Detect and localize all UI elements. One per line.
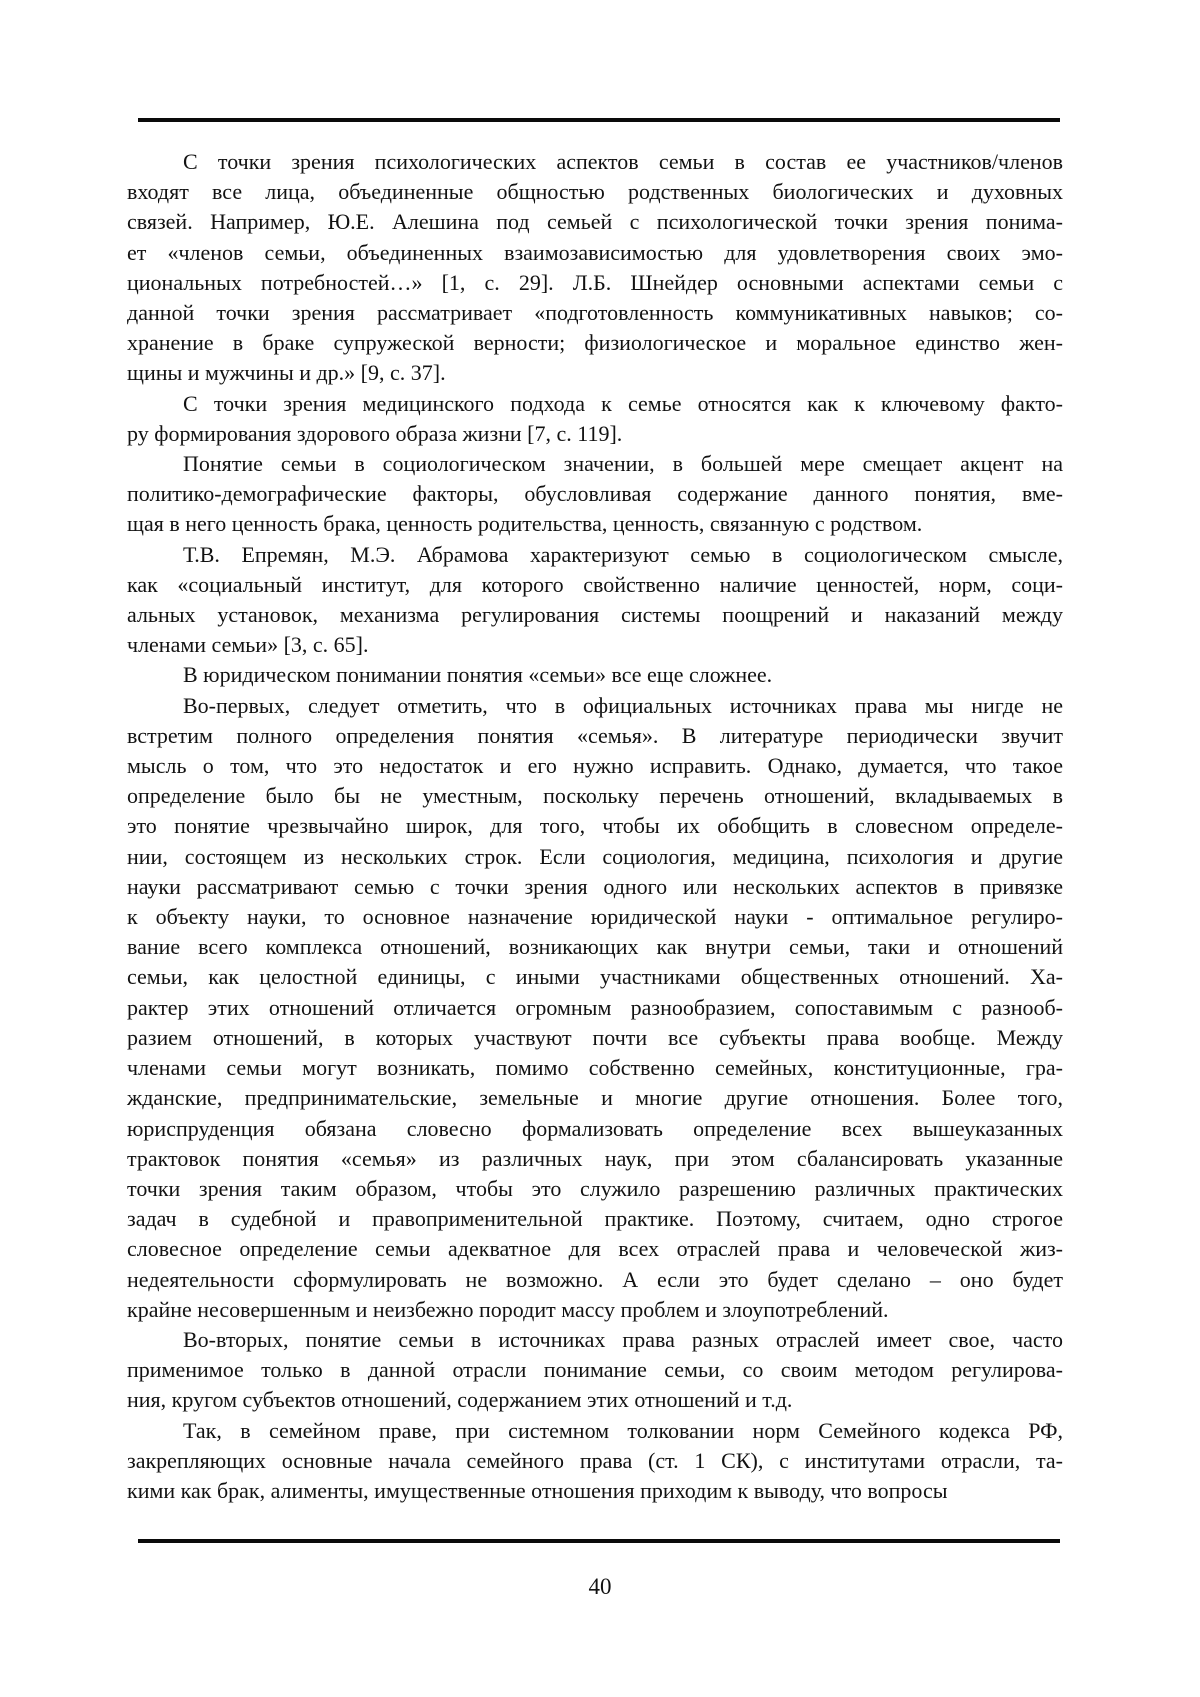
text-line: Во-вторых, понятие семьи в источниках права разных отраслей имеет свое, часто <box>183 1326 1063 1352</box>
text-line: циональных потребностей…» [1, с. 29]. Л.Б. Шнейдер основными аспектами семьи с <box>127 269 1063 295</box>
text-line: хранение в браке супружеской верности; физиологическое и моральное единство жен- <box>127 330 1063 356</box>
page-number: 40 <box>588 1574 612 1599</box>
text-line: ния, кругом субъектов отношений, содержанием этих отношений и т.д. <box>127 1387 793 1413</box>
text-line: рактер этих отношений отличается огромным разнообразием, сопоставимым с разнооб- <box>127 994 1063 1020</box>
text-line: связей. Например, Ю.Е. Алешина под семьей с психологической точки зрения понима- <box>127 209 1063 235</box>
text-line: науки рассматривают семью с точки зрения одного или нескольких аспектов в привязке <box>127 873 1063 899</box>
text-line: Так, в семейном праве, при системном толковании норм Семейного кодекса РФ, <box>183 1417 1063 1443</box>
text-line: определение было бы не уместным, поскольку перечень отношений, вкладываемых в <box>127 783 1063 809</box>
text-line: задач в судебной и правоприменительной практике. Поэтому, считаем, одно строгое <box>127 1206 1063 1232</box>
text-line: к объекту науки, то основное назначение юридической науки - оптимальное регулиро- <box>127 904 1063 930</box>
text-line: входят все лица, объединенные общностью родственных биологических и духовных <box>127 179 1063 205</box>
text-line: щая в него ценность брака, ценность родительства, ценность, связанную с родством. <box>127 511 923 537</box>
text-line: В юридическом понимании понятия «семьи» все еще сложнее. <box>183 662 773 688</box>
text-line: альных установок, механизма регулирования системы поощрений и наказаний между <box>127 602 1063 628</box>
text-line: Т.В. Епремян, М.Э. Абрамова характеризуют семью в социологическом смысле, <box>183 541 1063 567</box>
text-line: членами семьи» [3, с. 65]. <box>127 632 369 658</box>
text-line: закрепляющих основные начала семейного права (ст. 1 СК), с институтами отрасли, та- <box>127 1447 1063 1473</box>
text-line: юриспруденция обязана словесно формализовать определение всех вышеуказанных <box>127 1115 1063 1141</box>
text-line: Понятие семьи в социологическом значении, в большей мере смещает акцент на <box>183 451 1063 477</box>
footer-rule <box>138 1539 1060 1543</box>
text-line: ет «членов семьи, объединенных взаимозависимостью для удовлетворения своих эмо- <box>127 239 1063 265</box>
text-line: семьи, как целостной единицы, с иными участниками общественных отношений. Ха- <box>127 964 1063 990</box>
text-line: ру формирования здорового образа жизни [7, с. 119]. <box>127 420 623 446</box>
text-line: мысль о том, что это недостаток и его нужно исправить. Однако, думается, что такое <box>127 753 1063 779</box>
text-line: трактовок понятия «семья» из различных наук, при этом сбалансировать указанные <box>127 1145 1063 1171</box>
text-line: кими как брак, алименты, имущественные отношения приходим к выводу, что вопросы <box>127 1477 948 1503</box>
text-line: недеятельности сформулировать не возможно. А если это будет сделано – оно будет <box>127 1266 1063 1292</box>
text-line: жданские, предпринимательские, земельные и многие другие отношения. Более того, <box>127 1085 1063 1111</box>
text-line: С точки зрения психологических аспектов семьи в состав ее участников/членов <box>183 149 1063 174</box>
text-line: словесное определение семьи адекватное для всех отраслей права и человеческой жиз- <box>127 1236 1063 1262</box>
text-line: С точки зрения медицинского подхода к семье относятся как к ключевому факто- <box>183 390 1063 416</box>
text-line: Во-первых, следует отметить, что в официальных источниках права мы нигде не <box>183 692 1063 718</box>
text-line: вание всего комплекса отношений, возникающих как внутри семьи, таки и отношений <box>127 934 1063 960</box>
text-line: точки зрения таким образом, чтобы это служило разрешению различных практических <box>127 1175 1063 1201</box>
text-line: это понятие чрезвычайно широк, для того, чтобы их обобщить в словесном определе- <box>127 813 1063 839</box>
text-line: членами семьи могут возникать, помимо собственно семейных, конституционные, гра- <box>127 1055 1063 1081</box>
text-line: нии, состоящем из нескольких строк. Если социология, медицина, психология и другие <box>127 843 1063 869</box>
text-line: данной точки зрения рассматривает «подготовленность коммуникативных навыков; со- <box>127 300 1063 326</box>
header-rule <box>138 118 1060 122</box>
text-line: политико-демографические факторы, обусловливая содержание данного понятия, вме- <box>127 481 1063 507</box>
text-line: применимое только в данной отрасли понимание семьи, со своим методом регулирова- <box>127 1357 1063 1383</box>
text-line: щины и мужчины и др.» [9, с. 37]. <box>127 360 446 386</box>
text-block <box>127 147 1063 1506</box>
text-line: разием отношений, в которых участвуют почти все субъекты права вообще. Между <box>127 1024 1063 1050</box>
text-line: крайне несовершенным и неизбежно породит массу проблем и злоупотреблений. <box>127 1296 889 1322</box>
text-line: встретим полного определения понятия «семья». В литературе периодически звучит <box>127 722 1063 748</box>
text-line: как «социальный институт, для которого свойственно наличие ценностей, норм, соци- <box>127 571 1063 597</box>
